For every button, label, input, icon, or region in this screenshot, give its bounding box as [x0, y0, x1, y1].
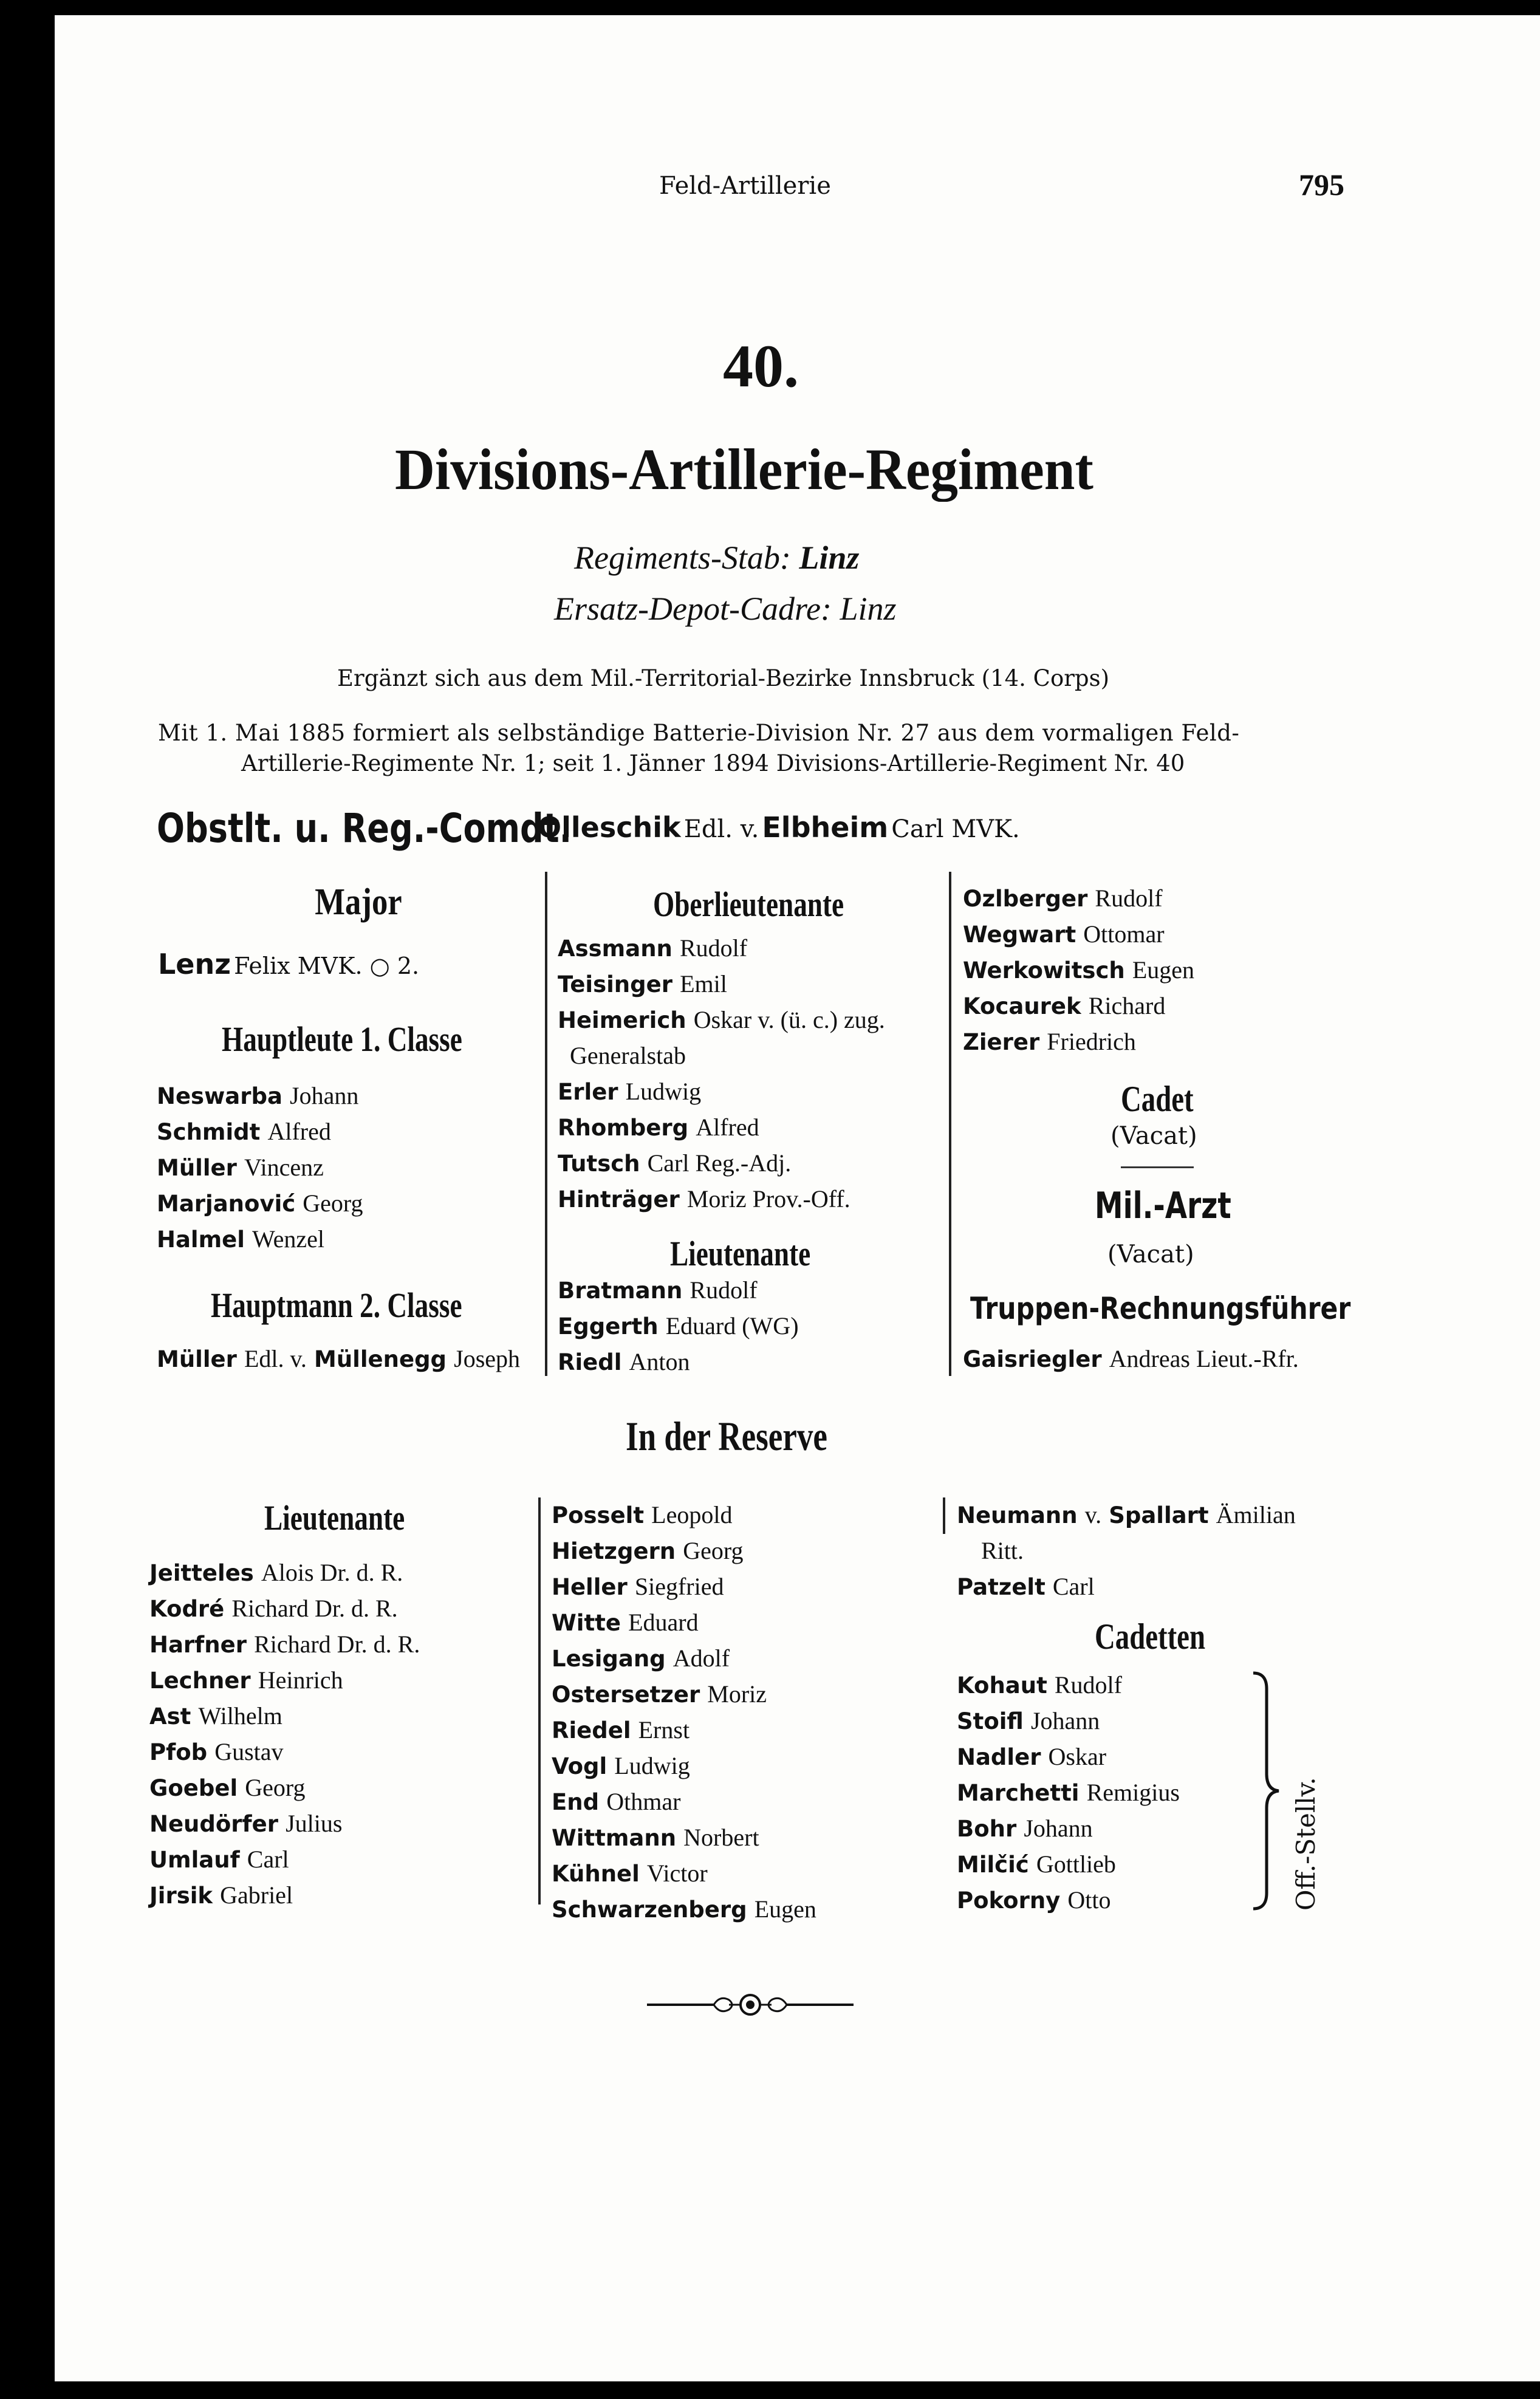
reserve-col1-row-9: Jirsik Gabriel: [149, 1881, 293, 1909]
hauptleute1-list: [157, 1078, 363, 1258]
depot-label: Ersatz-Depot-Cadre:: [554, 590, 832, 627]
running-title: Feld-Artillerie: [659, 172, 831, 200]
hauptmann2-rest: Joseph: [454, 1345, 521, 1372]
hauptleute1-row-3: Marjanović Georg: [157, 1189, 363, 1217]
regiment-number: 40.: [723, 332, 799, 400]
reserve-lt-heading: Lieutenante: [264, 1498, 405, 1538]
history-line-1: Mit 1. Mai 1885 formiert als selbständige Batterie-Division Nr. 27 aus dem vormaligen Feld-: [158, 720, 1240, 746]
hauptleute1-row-1: Schmidt Alfred: [157, 1118, 331, 1145]
cadetten-row-3: Marchetti Remigius: [957, 1779, 1180, 1806]
reserve-col3-row-0: Neumann v. Spallart Ämilian: [957, 1501, 1296, 1528]
col3-row-0: Ozlberger Rudolf: [963, 885, 1163, 912]
column-divider-1: [545, 872, 547, 1376]
hauptleute1-row-4: Halmel Wenzel: [157, 1225, 324, 1253]
cadet-divider: [1121, 1166, 1194, 1168]
reserve-col1-row-4: Ast Wilhelm: [149, 1702, 282, 1730]
hauptleute1-heading: Hauptleute 1. Classe: [222, 1019, 462, 1059]
arzt-vacat: (Vacat): [1107, 1241, 1194, 1268]
oberlt-heading: Oberlieutenante: [653, 885, 844, 924]
staff-location: Linz: [799, 539, 860, 576]
reserve-col2-row-11: Schwarzenberg Eugen: [552, 1895, 816, 1923]
reserve-col2-row-8: End Othmar: [552, 1788, 681, 1815]
cadetten-row-0: Kohaut Rudolf: [957, 1671, 1122, 1699]
depot-location: Linz: [840, 590, 897, 627]
cadetten-row-1: Stoifl Johann: [957, 1707, 1100, 1734]
cadetten-row-6: Pokorny Otto: [957, 1886, 1111, 1914]
cadetten-heading: Cadetten: [1095, 1617, 1205, 1657]
reserve-col1-row-6: Goebel Georg: [149, 1774, 306, 1801]
recruitment-line: Ergänzt sich aus dem Mil.-Territorial-Bezirke Innsbruck (14. Corps): [337, 665, 1110, 691]
reserve-col2-row-0: Posselt Leopold: [552, 1501, 733, 1528]
reserve-col2-row-10: Kühnel Victor: [552, 1860, 708, 1887]
history-line-2: Artillerie-Regimente Nr. 1; seit 1. Jänner 1894 Divisions-Artillerie-Regiment Nr. 40: [241, 750, 1185, 776]
hauptmann2-name: Müller: [157, 1346, 237, 1372]
col3-row-4: Zierer Friedrich: [963, 1028, 1136, 1055]
truppen-name: Gaisriegler: [963, 1346, 1102, 1372]
commander-mid: Edl. v.: [683, 815, 759, 843]
reserve-col1-list: [149, 1555, 420, 1914]
major-heading: Major: [315, 881, 402, 923]
staff-label: Regiments-Stab:: [574, 539, 791, 576]
truppen-rest: Andreas Lieut.-Rfr.: [1109, 1345, 1299, 1372]
hauptleute1-row-2: Müller Vincenz: [157, 1154, 324, 1181]
oberlt-row-0: Assmann Rudolf: [558, 934, 748, 962]
lt-row-0: Bratmann Rudolf: [558, 1276, 758, 1304]
cadet-heading: Cadet: [1121, 1079, 1194, 1119]
major-name: Lenz: [158, 948, 231, 980]
lt-row-1: Eggerth Eduard (WG): [558, 1312, 799, 1340]
lt-heading: Lieutenante: [670, 1234, 811, 1273]
reserve-col3-row-2: Patzelt Carl: [957, 1573, 1095, 1600]
reserve-col1-row-2: Harfner Richard Dr. d. R.: [149, 1631, 420, 1658]
hauptmann2-heading: Hauptmann 2. Classe: [211, 1285, 462, 1325]
commander-rank: Obstlt. u. Reg.-Comdt.: [157, 805, 572, 852]
oberlt-row-5: Rhomberg Alfred: [558, 1114, 759, 1141]
reserve-col3-top: [957, 1497, 1296, 1605]
oberlt-row-4: Erler Ludwig: [558, 1078, 702, 1105]
end-ornament: [647, 1987, 854, 2023]
hauptmann2-name2: Müllenegg: [314, 1346, 447, 1372]
commander-surname2: Elbheim: [762, 811, 889, 844]
cadetten-row-5: Milčić Gottlieb: [957, 1850, 1116, 1878]
reserve-divider-2: [943, 1497, 945, 1534]
reserve-heading: In der Reserve: [626, 1413, 827, 1459]
reserve-col2-list: [552, 1497, 816, 1928]
lt-row-2: Riedl Anton: [558, 1348, 690, 1375]
oberlt-row-1: Teisinger Emil: [558, 970, 727, 998]
regiment-name: [395, 436, 1093, 503]
depot-line: [554, 590, 897, 628]
document-page: [55, 15, 1540, 2381]
lt-list: [558, 1273, 799, 1380]
reserve-col2-row-6: Riedel Ernst: [552, 1716, 690, 1744]
reserve-divider-1: [538, 1497, 541, 1904]
reserve-col1-row-5: Pfob Gustav: [149, 1738, 284, 1765]
reserve-col1-row-1: Kodré Richard Dr. d. R.: [149, 1595, 398, 1622]
reserve-col1-row-8: Umlauf Carl: [149, 1846, 289, 1873]
arzt-heading: Mil.-Arzt: [1095, 1185, 1231, 1227]
col3-row-3: Kocaurek Richard: [963, 992, 1166, 1019]
reserve-col3-row-1: Ritt.: [981, 1537, 1024, 1564]
reserve-col2-row-2: Heller Siegfried: [552, 1573, 724, 1600]
reserve-col2-row-9: Wittmann Norbert: [552, 1824, 759, 1851]
commander-rest: Carl MVK.: [891, 815, 1020, 843]
page-number: 795: [1299, 168, 1344, 202]
reserve-col2-row-1: Hietzgern Georg: [552, 1537, 744, 1564]
oberlt-row-7: Hinträger Moriz Prov.-Off.: [558, 1185, 850, 1213]
col3-row-2: Werkowitsch Eugen: [963, 956, 1194, 984]
hauptleute1-row-0: Neswarba Johann: [157, 1082, 359, 1109]
staff-line: [574, 539, 859, 577]
commander-surname: Olleschik: [538, 811, 681, 844]
oberlt-row-3: Generalstab: [570, 1042, 686, 1069]
major-entry: [158, 948, 419, 980]
oberlt-list: [558, 931, 885, 1217]
truppen-entry: [963, 1341, 1299, 1377]
reserve-col2-row-5: Ostersetzer Moriz: [552, 1680, 767, 1708]
reserve-col1-row-7: Neudörfer Julius: [149, 1810, 343, 1837]
reserve-col1-row-3: Lechner Heinrich: [149, 1666, 343, 1694]
cadetten-note: Off.-Stellv.: [1291, 1777, 1321, 1911]
major-rest: Felix MVK. ○ 2.: [234, 953, 420, 979]
cadetten-row-2: Nadler Oskar: [957, 1743, 1107, 1770]
hauptmann2-mid: Edl. v.: [244, 1345, 307, 1372]
reserve-col2-row-3: Witte Eduard: [552, 1609, 699, 1636]
reserve-col1-row-0: Jeitteles Alois Dr. d. R.: [149, 1559, 403, 1586]
regiment-name-text: Divisions-Artillerie-Regiment: [395, 437, 1093, 502]
oberlt-row-2: Heimerich Oskar v. (ü. c.) zug.: [558, 1006, 885, 1033]
reserve-col2-row-4: Lesigang Adolf: [552, 1644, 730, 1672]
cadetten-brace: [1248, 1671, 1291, 1911]
hauptmann2-entry: [157, 1341, 520, 1377]
col3-list: [963, 881, 1194, 1060]
cadet-vacat: (Vacat): [1111, 1122, 1197, 1150]
reserve-col2-row-7: Vogl Ludwig: [552, 1752, 690, 1779]
column-divider-2: [949, 872, 951, 1376]
oberlt-row-6: Tutsch Carl Reg.-Adj.: [558, 1149, 792, 1177]
commander-name: [538, 811, 1020, 844]
cadetten-list: [957, 1668, 1180, 1918]
col3-row-1: Wegwart Ottomar: [963, 920, 1165, 948]
truppen-heading: Truppen-Rechnungsführer: [970, 1291, 1351, 1326]
cadetten-row-4: Bohr Johann: [957, 1815, 1093, 1842]
